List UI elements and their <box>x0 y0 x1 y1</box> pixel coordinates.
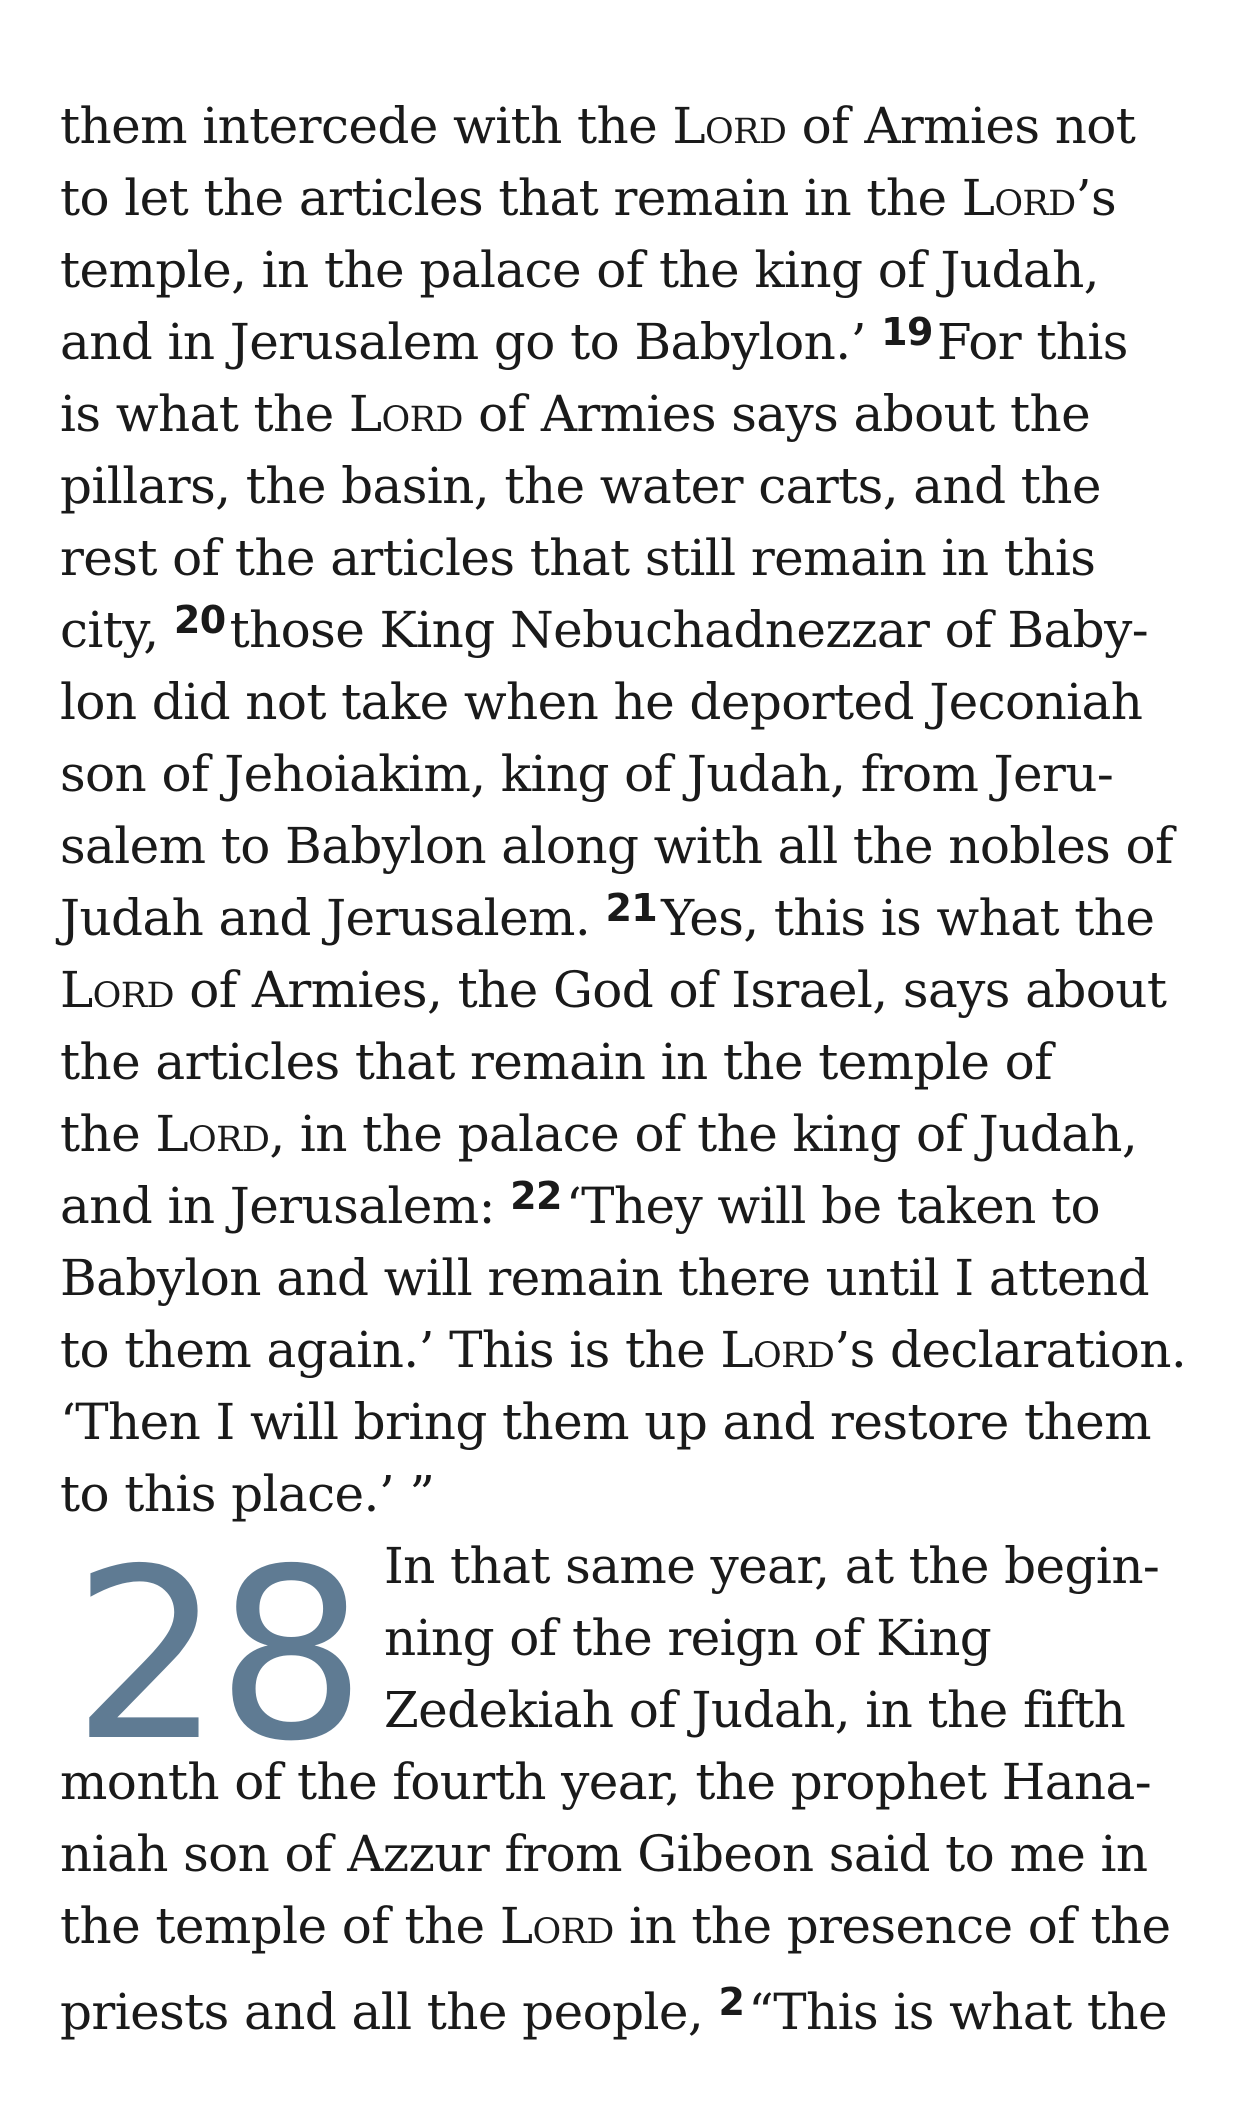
text-line: the articles that remain in the temple of <box>60 1033 1053 1091</box>
text-line: temple, in the palace of the king of Judah, <box>60 241 1099 299</box>
text-line: city, $^{20}$those King Nebuchadnezzar of Baby- <box>60 598 1149 659</box>
divine-name: Lord <box>672 97 787 155</box>
text-line: son of Jehoiakim, king of Judah, from Jeru- <box>60 745 1114 803</box>
text-line: priests and all the people, $^2$“This is what the <box>60 1980 1167 2041</box>
text-line: the temple of the Lord in the presence of the <box>60 1897 1171 1955</box>
verse-number-20[interactable]: 20 <box>173 598 226 642</box>
text-line: Babylon and will remain there until I attend <box>60 1249 1150 1307</box>
text-line: to let the articles that remain in the Lord’s <box>60 169 1117 227</box>
text-line: and in Jerusalem go to Babylon.’ $^{19}$For this <box>60 310 1128 371</box>
text-line: salem to Babylon along with all the nobles of <box>60 817 1173 875</box>
text-line: In that same year, at the begin- <box>384 1537 1160 1595</box>
verse-number-2[interactable]: 2 <box>718 1980 745 2024</box>
divine-name: Lord <box>720 1321 835 1379</box>
text-line: Lord of Armies, the God of Israel, says about <box>60 961 1167 1019</box>
text-line: them intercede with the Lord of Armies not <box>60 97 1136 155</box>
verse-number-19[interactable]: 19 <box>881 310 933 354</box>
text-line: and in Jerusalem: $^{22}$‘They will be taken to <box>60 1174 1101 1235</box>
chapter-number: 28 <box>72 1518 361 1793</box>
divine-name: Lord <box>499 1897 614 1955</box>
divine-name: Lord <box>348 385 463 443</box>
text-line: ‘Then I will bring them up and restore them <box>60 1393 1151 1451</box>
verse-number-21[interactable]: 21 <box>605 886 658 930</box>
text-line: rest of the articles that still remain in this <box>60 529 1096 587</box>
text-line: to this place.’ ” <box>60 1465 435 1523</box>
text-line: pillars, the basin, the water carts, and the <box>60 457 1101 515</box>
text-line: is what the Lord of Armies says about the <box>60 385 1091 443</box>
text-line: Judah and Jerusalem. $^{21}$Yes, this is what the <box>60 886 1155 947</box>
divine-name: Lord <box>961 169 1076 227</box>
text-line: to them again.’ This is the Lord’s declaration. <box>60 1321 1187 1379</box>
text-line: niah son of Azzur from Gibeon said to me in <box>60 1825 1148 1883</box>
divine-name: Lord <box>155 1105 270 1163</box>
text-line: Zedekiah of Judah, in the fifth <box>384 1681 1126 1739</box>
text-line: the Lord, in the palace of the king of Judah, <box>60 1105 1138 1163</box>
text-line: month of the fourth year, the prophet Hana- <box>60 1753 1152 1811</box>
divine-name: Lord <box>60 961 174 1019</box>
text-line: lon did not take when he deported Jeconiah <box>60 673 1143 731</box>
text-line: ning of the reign of King <box>384 1609 992 1667</box>
verse-number-22[interactable]: 22 <box>510 1174 562 1218</box>
